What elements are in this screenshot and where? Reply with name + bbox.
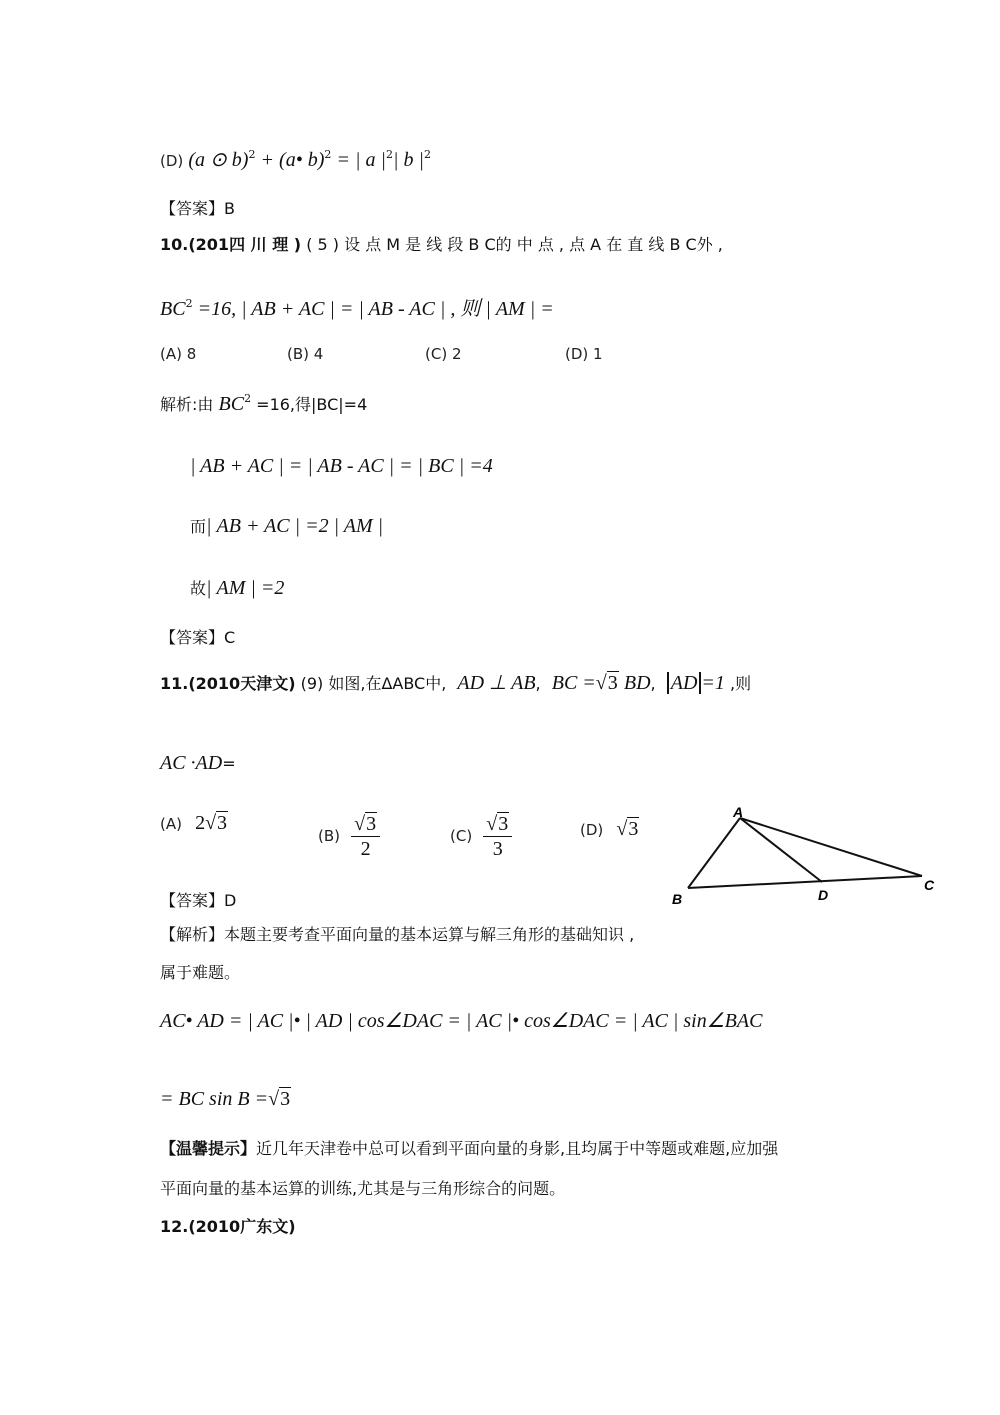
- q11-analysis-2: 属于难题。: [160, 963, 241, 982]
- triangle-figure: [660, 800, 950, 910]
- q11-equation-2: = BC sin B =√3: [160, 1088, 291, 1110]
- q11-ask: AC ·AD=: [160, 752, 236, 774]
- q10-option-d: (D) 1: [565, 345, 603, 363]
- edge-ad: [740, 818, 822, 882]
- q10-condition: $BC^2 =16$, | AB + AC | = | AB - AC | , 则 | AM | =: [160, 297, 554, 320]
- q11-option-b: (B) $\frac{√3}{2}$: [318, 812, 380, 861]
- q11-heading: 11.(2010天津文) (9) 如图,在ΔABC中, AD ⊥ AB, BC =√3 BD, AD =1 ,则: [160, 672, 752, 694]
- q10-step-3: 故| AM | =2: [190, 577, 285, 599]
- q10-option-c: (C) 2: [425, 345, 462, 363]
- edge-bc: [688, 876, 922, 888]
- option-d-line: (D) (a ⊙ b)$^2$ + (a• b)$^2$ = | a $|^2|$ b $|^2$: [160, 148, 431, 171]
- q10-heading: 10.(201四 川 理 ) ( 5 ) 设 点 M 是 线 段 B C的 中 点 , 点 A 在 直 线 B C外 ,: [160, 235, 723, 254]
- q10-answer: 【答案】C: [160, 628, 236, 647]
- q11-tip: 【温馨提示】近几年天津卷中总可以看到平面向量的身影,且均属于中等题或难题,应加强: [160, 1139, 779, 1158]
- edge-ab: [688, 818, 740, 888]
- q11-option-a-label: (A): [160, 815, 182, 833]
- label-c: C: [924, 877, 935, 893]
- q10-solution: 解析:由 $BC^2 =16$,得|BC|=4: [160, 392, 368, 415]
- q11-option-d: (D) √3: [580, 818, 639, 840]
- q10-step-1: | AB + AC | = | AB - AC | = | BC | =4: [190, 455, 493, 477]
- q12-heading: 12.(2010广东文): [160, 1217, 296, 1236]
- q11-tip-2: 平面向量的基本运算的训练,尤其是与三角形综合的问题。: [160, 1179, 566, 1198]
- q11-option-c: (C) $\frac{√3}{3}$: [450, 812, 512, 861]
- q11-options: (A) 2√3: [160, 812, 228, 834]
- q11-answer: 【答案】D: [160, 891, 237, 910]
- q10-option-b: (B) 4: [287, 345, 324, 363]
- option-label: (D): [160, 152, 184, 170]
- q10-option-a: (A) 8: [160, 345, 197, 363]
- label-a: A: [733, 804, 744, 820]
- answer-prev: 【答案】B: [160, 199, 235, 218]
- label-b: B: [672, 891, 683, 907]
- q11-equation-1: AC• AD = | AC |• | AD | cos∠DAC = | AC |• cos∠DAC = | AC | sin∠BAC: [160, 1010, 763, 1032]
- q11-analysis: 【解析】本题主要考查平面向量的基本运算与解三角形的基础知识 ,: [160, 925, 635, 944]
- q10-step-2: 而| AB + AC | =2 | AM |: [190, 515, 384, 537]
- edge-ac: [740, 818, 922, 876]
- label-d: D: [818, 887, 829, 903]
